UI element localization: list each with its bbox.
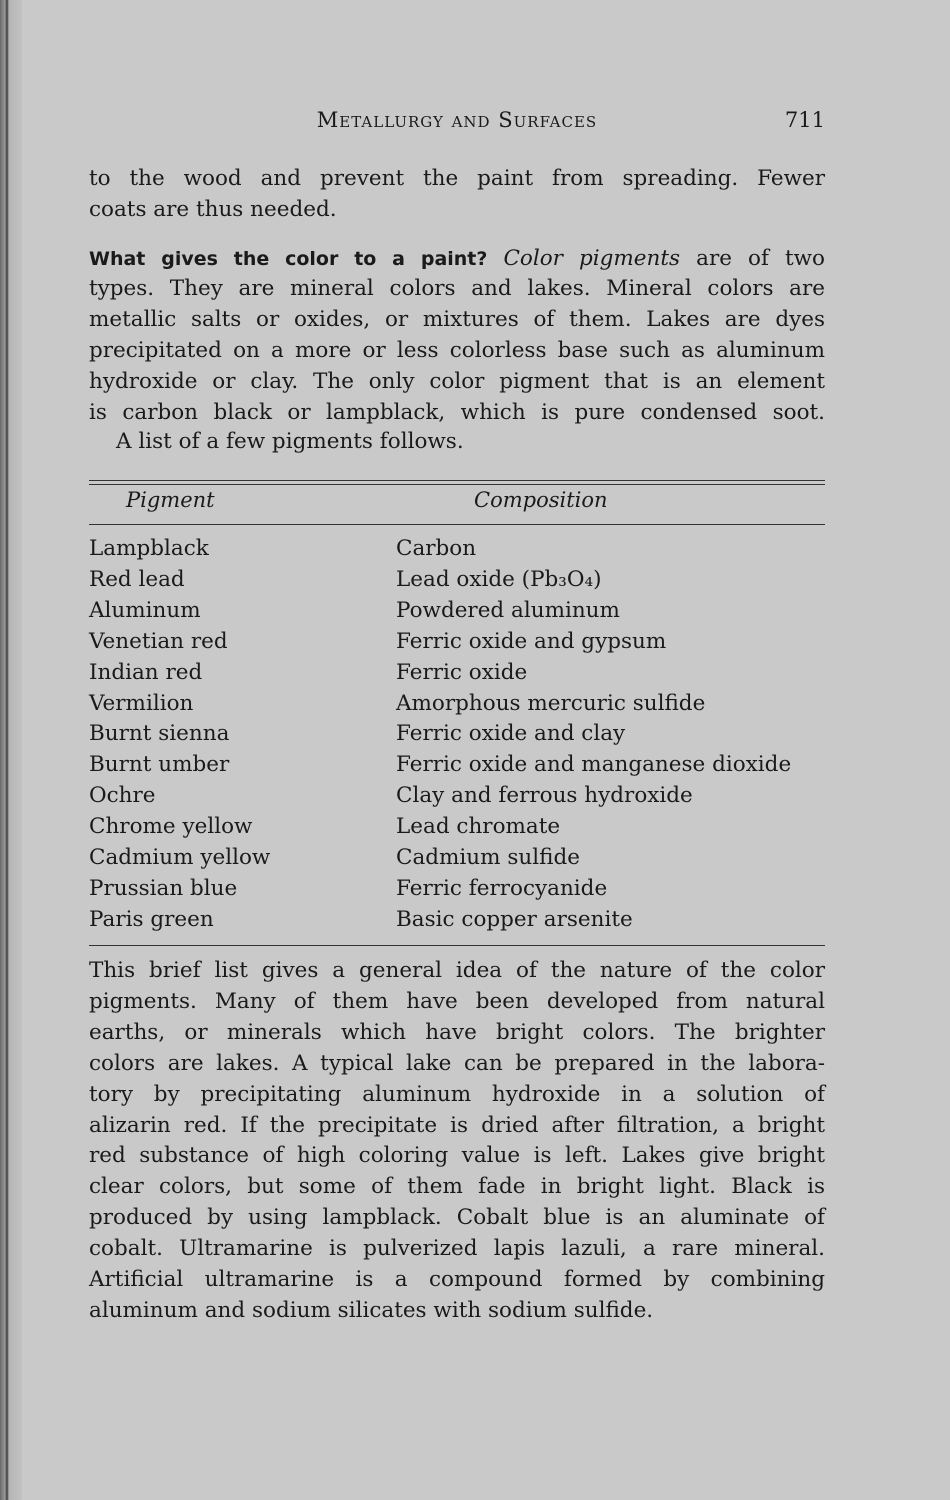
- paragraph-line: hydroxide or clay. The only color pigment that is an element: [89, 369, 825, 394]
- pigment-name: Cadmium yellow: [89, 845, 271, 870]
- pigment-composition: Lead oxide (Pb₃O₄): [396, 566, 602, 592]
- pigment-composition: Clay and ferrous hydroxide: [396, 783, 693, 809]
- paragraph-line: coats are thus needed.: [89, 197, 337, 222]
- pigment-name: Chrome yellow: [89, 814, 253, 840]
- pigment-name: Burnt sienna: [89, 721, 230, 747]
- pigment-composition: Ferric oxide: [396, 659, 528, 685]
- paragraph-line: cobalt. Ultramarine is pulverized lapis lazuli, a rare mineral.: [89, 1236, 825, 1262]
- pigment-composition: Powdered aluminum: [396, 597, 620, 623]
- paragraph-line: earths, or minerals which have bright colors. The brighter: [89, 1019, 825, 1045]
- paragraph-line: clear colors, but some of them fade in bright light. Black is: [89, 1174, 825, 1200]
- pigment-name: Lampblack: [89, 536, 209, 561]
- pigment-composition: Amorphous mercuric sulfide: [396, 690, 706, 716]
- book-spine-edge: [0, 0, 22, 1500]
- paragraph-line: A list of a few pigments follows.: [116, 429, 464, 454]
- paragraph-line: This brief list gives a general idea of the nature of the color: [89, 958, 825, 983]
- pigment-composition: Ferric oxide and manganese dioxide: [396, 752, 792, 778]
- paragraph-line: colors are lakes. A typical lake can be prepared in the labora-: [89, 1050, 825, 1076]
- table-top-rule: [89, 484, 825, 485]
- table-header-rule: [89, 524, 825, 525]
- italic-term: Color pigments: [503, 246, 681, 271]
- pigment-composition: Ferric oxide and clay: [396, 721, 626, 747]
- running-title: Metallurgy and Surfaces: [316, 108, 598, 132]
- pigment-name: Aluminum: [89, 597, 201, 623]
- pigment-composition: Ferric oxide and gypsum: [396, 628, 667, 654]
- paragraph-line: types. They are mineral colors and lakes. Mineral colors are: [89, 276, 825, 301]
- pigment-name: Prussian blue: [89, 875, 238, 901]
- page-header: [89, 108, 825, 140]
- pigment-composition: Cadmium sulfide: [396, 845, 580, 870]
- pigment-composition: Carbon: [396, 536, 477, 561]
- paragraph-text: are of two: [696, 246, 825, 271]
- pigment-composition: Ferric ferrocyanide: [396, 875, 608, 901]
- table-top-rule: [89, 480, 825, 481]
- paragraph-line: Artificial ultramarine is a compound formed by combining: [89, 1267, 825, 1292]
- paragraph-line: red substance of high coloring value is left. Lakes give bright: [89, 1143, 825, 1169]
- table-bottom-rule: [89, 945, 825, 946]
- paragraph-line: produced by using lampblack. Cobalt blue is an aluminate of: [89, 1205, 825, 1231]
- pigment-name: Vermilion: [89, 690, 194, 716]
- pigment-composition: Basic copper arsenite: [396, 906, 633, 932]
- paragraph-line: aluminum and sodium silicates with sodium sulfide.: [89, 1297, 654, 1323]
- pigment-name: Venetian red: [89, 628, 228, 654]
- paragraph-line: tory by precipitating aluminum hydroxide in a solution of: [89, 1081, 825, 1107]
- paragraph-line: metallic salts or oxides, or mixtures of them. Lakes are dyes: [89, 307, 825, 332]
- column-header-pigment: Pigment: [126, 488, 215, 512]
- pigment-name: Red lead: [89, 566, 185, 592]
- pigment-name: Paris green: [89, 906, 214, 932]
- paragraph-line: pigments. Many of them have been developed from natural: [89, 988, 825, 1014]
- paragraph-line: is carbon black or lampblack, which is pure condensed soot.: [89, 400, 825, 425]
- pigment-name: Ochre: [89, 783, 156, 809]
- section-heading: What gives the color to a paint?: [89, 248, 488, 270]
- pigment-composition: Lead chromate: [396, 814, 561, 840]
- page-number: 711: [784, 108, 825, 132]
- paragraph-line: [89, 243, 825, 274]
- pigment-name: Indian red: [89, 659, 203, 685]
- paragraph-line: to the wood and prevent the paint from spreading. Fewer: [89, 166, 825, 191]
- column-header-composition: Composition: [474, 488, 608, 512]
- paragraph-line: precipitated on a more or less colorless base such as aluminum: [89, 338, 825, 363]
- pigment-name: Burnt umber: [89, 752, 230, 778]
- paragraph-line: alizarin red. If the precipitate is dried after filtration, a bright: [89, 1112, 825, 1138]
